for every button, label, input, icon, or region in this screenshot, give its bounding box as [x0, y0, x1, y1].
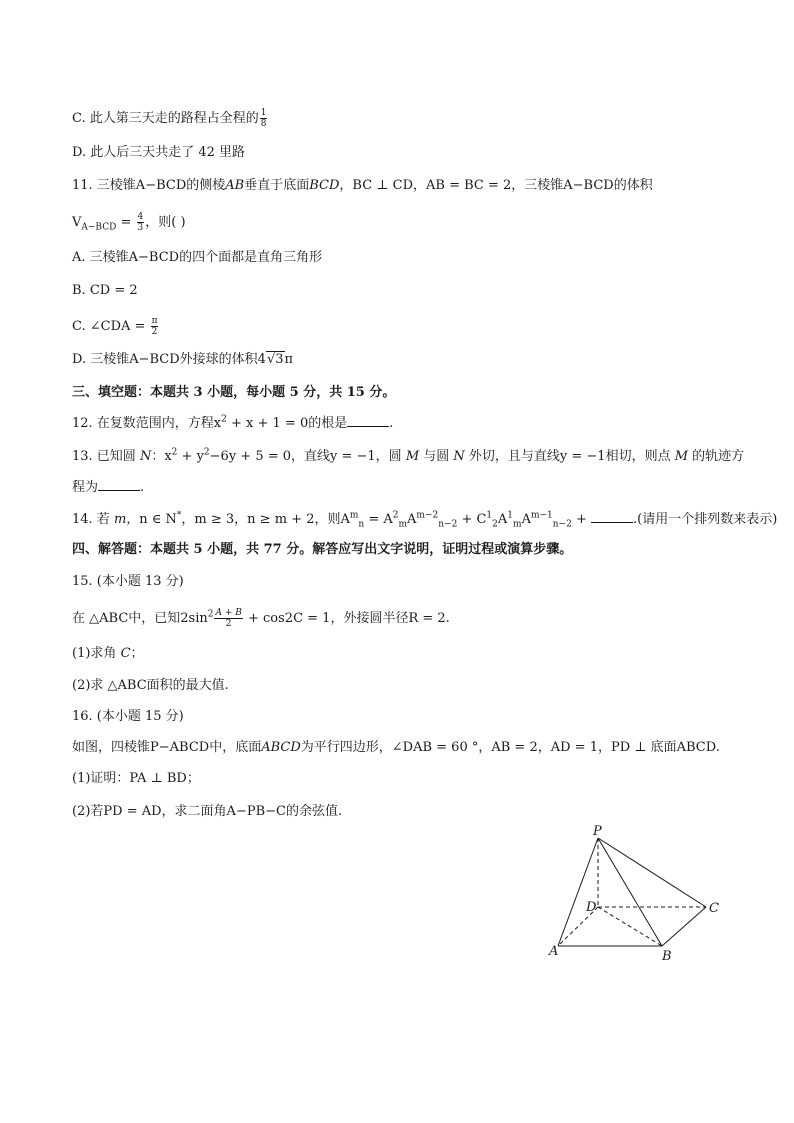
- section-4-heading: 四、解答题：本题共 5 小题，共 77 分。解答应写出文字说明，证明过程或演算步骤。: [72, 542, 573, 557]
- question-13-line2: 程为 .: [72, 480, 145, 495]
- q11-option-d: [72, 350, 293, 370]
- question-15-title: 15. (本小题 13 分): [72, 574, 184, 589]
- q11-option-b: B. CD = 2: [72, 283, 138, 298]
- edge-pa: [558, 838, 598, 946]
- edge-bc: [662, 907, 706, 946]
- q11-text-b: 垂直于底面: [244, 178, 310, 193]
- q11-option-c: [72, 316, 159, 337]
- q11-opt-d-tail: π: [284, 352, 294, 367]
- option-c-fraction: $\frac{1}{8}$: [260, 108, 267, 129]
- question-13: 13. 已知圆 N：$x^2 + y^2-6y + 5 = 0$，直线y = −1，圆 M 与圆 N 外切，且与直线y = −1相切，则点 M 的轨迹方: [72, 447, 745, 464]
- section-3-heading: 三、填空题：本题共 3 小题，每小题 5 分，共 15 分。: [72, 385, 396, 400]
- question-15-part-1: (1)求角 C；: [72, 646, 144, 661]
- label-c: C: [709, 901, 719, 916]
- q11-opt-d-text: D. 三棱锥A−BCD外接球的体积4: [72, 352, 266, 367]
- question-14: 14. 若 m，n ∈ N*，m ≥ 3，n ≥ m + 2，则$A^m_n = A^2_mA^{m-2}_{n-2} + C^1_2A^1_mA^{m-1}_{n-2}$ + .(请用一个排列数来表示): [72, 510, 778, 530]
- q15-fraction: $\frac{A + B}{2}$: [215, 608, 242, 629]
- pyramid-diagram: [540, 822, 730, 962]
- question-12: 12. 在复数范围内，方程$x^2 + x + 1 = 0$的根是 .: [72, 414, 394, 431]
- option-c-text: C. 此人第三天走的路程占全程的: [72, 111, 259, 126]
- label-d: D: [586, 900, 597, 915]
- q11-tail: ，则( ): [145, 215, 186, 230]
- label-b: B: [662, 949, 672, 962]
- option-d: D. 此人后三天共走了 42 里路: [72, 145, 246, 160]
- q11-opt-c-fraction: $\frac{\pi}{2}$: [151, 316, 158, 337]
- answer-blank: [591, 510, 633, 523]
- q11-text-a: 11. 三棱锥A−BCD的侧棱: [72, 178, 226, 193]
- question-11: [72, 176, 653, 196]
- label-p: P: [593, 824, 602, 839]
- question-15-part-2: (2)求 △ABC面积的最大值.: [72, 678, 229, 693]
- question-16-title: 16. (本小题 15 分): [72, 709, 184, 724]
- q11-option-a: A. 三棱锥A−BCD的四个面都是直角三角形: [72, 250, 323, 265]
- answer-blank: [98, 478, 140, 491]
- sqrt-sign: √3: [266, 352, 284, 367]
- q11-opt-c-text: C. ∠CDA =: [72, 319, 150, 334]
- label-a: A: [549, 944, 559, 959]
- q11-fraction: $\frac{4}{3}$: [137, 212, 144, 233]
- q11-v: V: [72, 215, 82, 230]
- edge-pb: [598, 838, 662, 946]
- edge-pc: [598, 838, 706, 907]
- q11-eq: =: [116, 215, 136, 230]
- question-11-volume: [72, 212, 186, 233]
- q11-ab: AB: [225, 178, 245, 193]
- question-16-part-1: (1)证明：PA ⊥ BD；: [72, 771, 200, 786]
- q11-vsub: A−BCD: [81, 222, 117, 233]
- q11-text-c: ，BC ⊥ CD，AB = BC = 2，三棱锥A−BCD的体积: [339, 178, 653, 193]
- pyramid-figure: [540, 822, 730, 962]
- q11-bcd: BCD: [309, 178, 340, 193]
- answer-blank: [347, 414, 389, 427]
- edge-db: [598, 907, 662, 946]
- option-c: [72, 108, 268, 129]
- question-15: 在 △ABC中，已知$2\sin^2$ $\frac{A + B}{2}$ + cos2C = 1，外接圆半径R = 2.: [72, 608, 450, 629]
- question-16-part-2: (2)若PD = AD，求二面角A−PB−C的余弦值.: [72, 804, 343, 819]
- question-16: 如图，四棱锥P−ABCD中，底面ABCD为平行四边形，∠DAB = 60 °，AB = 2，AD = 1，PD ⊥ 底面ABCD.: [72, 740, 720, 755]
